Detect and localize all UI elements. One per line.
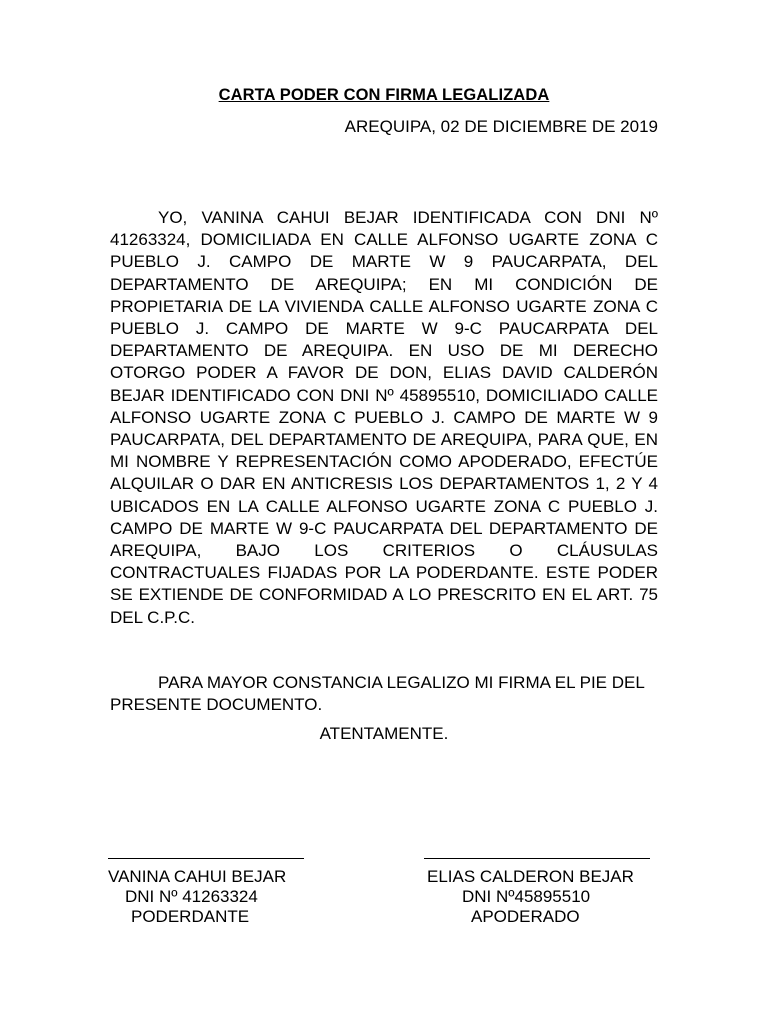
signature-block-apoderado xyxy=(424,858,650,927)
signer-dni: DNI Nº45895510 xyxy=(462,887,591,906)
signer-role: PODERDANTE xyxy=(131,907,250,926)
signer-name: ELIAS CALDERON BEJAR xyxy=(427,867,634,886)
closing-text: ATENTAMENTE. xyxy=(319,724,449,743)
date-line: AREQUIPA, 02 DE DICIEMBRE DE 2019 xyxy=(344,117,658,136)
signer-name: VANINA CAHUI BEJAR xyxy=(108,867,287,886)
document-title: CARTA PODER CON FIRMA LEGALIZADA xyxy=(218,86,550,104)
signature-block-poderdante xyxy=(108,858,304,927)
constancia-paragraph: PARA MAYOR CONSTANCIA LEGALIZO MI FIRMA EL PIE DEL PRESENTE DOCUMENTO. xyxy=(110,673,645,715)
body-paragraph: YO, VANINA CAHUI BEJAR IDENTIFICADA CON DNI Nº 41263324, DOMICILIADA EN CALLE ALFONSO UGARTE ZONA C PUEBLO J. CAMPO DE MARTE W 9 PAUCARPATA, DEL DEPARTAMENTO DE AREQUIPA; EN MI CONDICIÓN DE PROPIETARIA DE LA VIVIENDA CALLE ALFONSO UGARTE ZONA C PUEBLO J. CAMPO DE MARTE W 9-C PAUCARPATA DEL DEPARTAMENTO DE AREQUIPA. EN USO DE MI DERECHO OTORGO PODER A FAVOR DE DON, ELIAS DAVID CALDERÓN BEJAR IDENTIFICADO CON DNI Nº 45895510, DOMICILIADO CALLE ALFONSO UGARTE ZONA C PUEBLO J. CAMPO DE MARTE W 9 PAUCARPATA, DEL DEPARTAMENTO DE AREQUIPA, PARA QUE, EN MI NOMBRE Y REPRESENTACIÓN COMO APODERADO, EFECTÚE ALQUILAR O DAR EN ANTICRESIS LOS DEPARTAMENTOS 1, 2 Y 4 UBICADOS EN LA CALLE ALFONSO UGARTE ZONA C PUEBLO J. CAMPO DE MARTE W 9-C PAUCARPATA DEL DEPARTAMENTO DE AREQUIPA, BAJO LOS CRITERIOS O CLÁUSULAS CONTRACTUALES FIJADAS POR LA PODERDANTE. ESTE PODER SE EXTIENDE DE CONFORMIDAD A LO PRESCRITO EN EL ART. 75 DEL C.P.C. xyxy=(110,208,658,627)
signature-line xyxy=(424,858,650,859)
signature-line xyxy=(108,858,304,859)
signer-role: APODERADO xyxy=(471,907,580,926)
signer-dni: DNI Nº 41263324 xyxy=(125,887,258,906)
